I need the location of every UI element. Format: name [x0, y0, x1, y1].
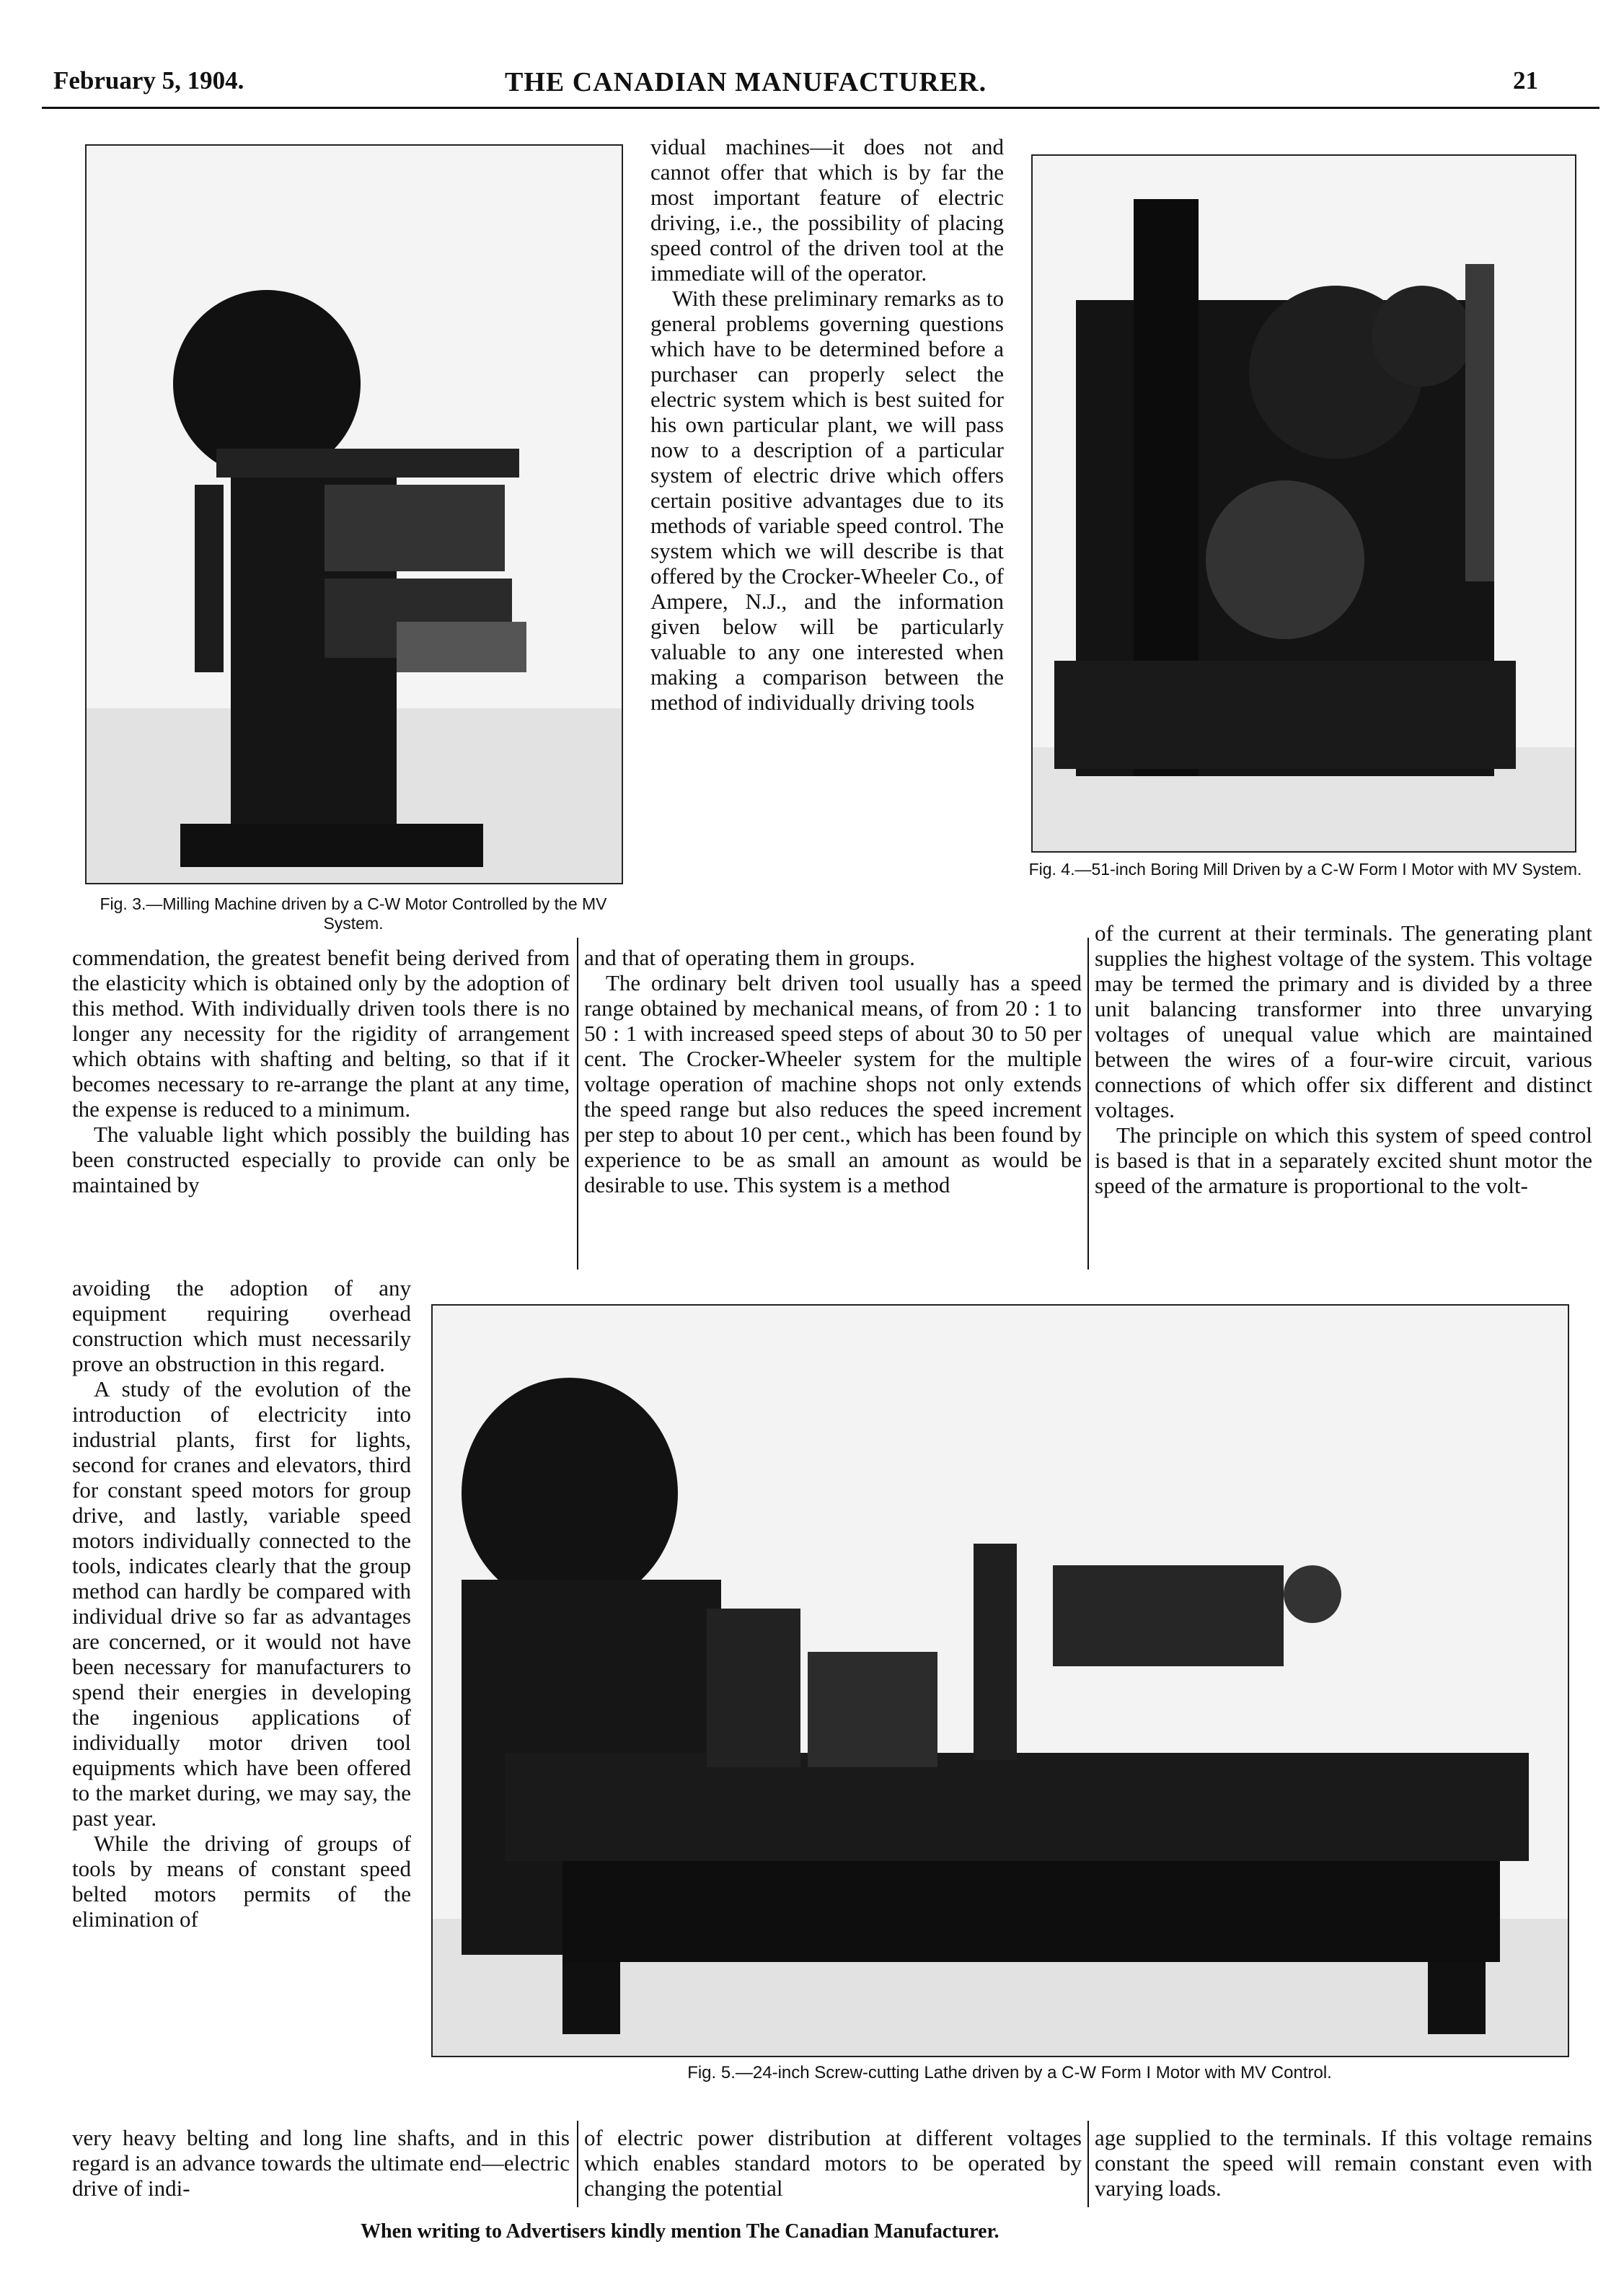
figure-3-milling-machine-photo	[85, 144, 623, 884]
left-column-middle-text	[72, 945, 570, 1271]
paragraph: With these preliminary remarks as to general problems governing questions which have to be determined before a purchaser can properly select the electric system which is best suited for his own particular plant, we will pass now to a description of a particular system of electric drive which offers certain positive advantages due to its methods of variable speed control. The system which we will describe is that offered by the Crocker-Wheeler Co., of Ampere, N.J., and the information given below will be particularly valuable to any one interested when making a comparison between the method of individually driving tools	[650, 286, 1004, 715]
paragraph: very heavy belting and long line shafts, and in this regard is an advance towards the ultimate end—electric drive of indi-	[72, 2125, 570, 2201]
left-column-bottom-text	[72, 2125, 570, 2204]
paragraph: The principle on which this system of speed control is based is that in a separately excited shunt motor the speed of the armature is proportional to the volt-	[1095, 1122, 1592, 1198]
paragraph: commendation, the greatest benefit being derived from the elasticity which is obtained only by the adoption of this method. With individually driven tools there is no longer any necessity for the rigidity of arrangement which obtains with shafting and belting, so that if it becomes necessary to re-arrange the plant at any time, the expense is reduced to a minimum.	[72, 945, 570, 1122]
figure-5-lathe-photo	[431, 1304, 1569, 2057]
paragraph: A study of the evolution of the introduction of electricity into industrial plants, first for lights, second for cranes and elevators, third for constant speed motors for group drive, and lastly, variable speed motors individually connected to the tools, indicates clearly that the group method can hardly be compared with individual drive so far as advantages are concerned, or it would not have been necessary for manufacturers to spend their energies in developing the ingenious applications of individually motor driven tool equipments which have been offered to the market during, we may say, the past year.	[72, 1376, 411, 1831]
paragraph: and that of operating them in groups.	[584, 945, 915, 970]
center-column-bottom-text	[584, 2125, 1082, 2204]
right-column-middle-text	[1095, 920, 1592, 1271]
paragraph: avoiding the adoption of any equipment requiring overhead construction which must necessarily prove an obstruction in this regard.	[72, 1275, 411, 1376]
column-divider	[1087, 2121, 1089, 2207]
center-column-middle-text	[584, 945, 1082, 1271]
header-rule	[42, 107, 1599, 109]
page-number: 21	[1513, 66, 1538, 94]
advertiser-notice: When writing to Advertisers kindly mention The Canadian Manufacturer.	[361, 2220, 999, 2243]
figure-4-caption: Fig. 4.—51-inch Boring Mill Driven by a C-W Form I Motor with MV System.	[1028, 860, 1582, 879]
right-column-bottom-text	[1095, 2125, 1592, 2204]
paragraph: vidual machines—it does not and cannot offer that which is by far the most important feature of electric driving, i.e., the possibility of placing speed control of the driven tool at the immediate will of the operator.	[650, 134, 1004, 286]
issue-date: February 5, 1904.	[53, 66, 244, 94]
publication-title: THE CANADIAN MANUFACTURER.	[505, 67, 987, 97]
paragraph: While the driving of groups of tools by means of constant speed belted motors permits of the elimination of	[72, 1831, 411, 1932]
left-column-lower-text	[72, 1275, 411, 2126]
column-divider	[1087, 938, 1089, 1270]
paragraph: The valuable light which possibly the building has been constructed especially to provide can only be maintained by	[72, 1122, 570, 1197]
paragraph: of the current at their terminals. The generating plant supplies the highest voltage of the system. This voltage may be termed the primary and is divided by a three unit balancing transformer into three unvarying voltages of unequal value which are maintained between the wires of a four-wire circuit, various connections of which offer six different and distinct voltages.	[1095, 920, 1592, 1122]
figure-4-boring-mill-photo	[1031, 154, 1576, 853]
column-divider	[577, 2121, 578, 2207]
figure-3-caption: Fig. 3.—Milling Machine driven by a C-W Motor Controlled by the MV System.	[100, 894, 607, 933]
paragraph: age supplied to the terminals. If this voltage remains constant the speed will remain constant even with varying loads.	[1095, 2125, 1592, 2201]
paragraph: The ordinary belt driven tool usually has a speed range obtained by mechanical means, of from 20 : 1 to 50 : 1 with increased speed steps of about 30 to 50 per cent. The Crocker-Wheeler system for the multiple voltage operation of machine shops not only extends the speed range but also reduces the speed increment per step to about 10 per cent., which has been found by experience to be as small an amount as would be desirable to use. This system is a method	[584, 970, 1082, 1197]
figure-5-caption: Fig. 5.—24-inch Screw-cutting Lathe driven by a C-W Form I Motor with MV Control.	[687, 2063, 1332, 2082]
paragraph: of electric power distribution at different voltages which enables standard motors to be operated by changing the potential	[584, 2125, 1082, 2201]
center-column-top-text	[650, 134, 1004, 949]
column-divider	[577, 938, 578, 1270]
